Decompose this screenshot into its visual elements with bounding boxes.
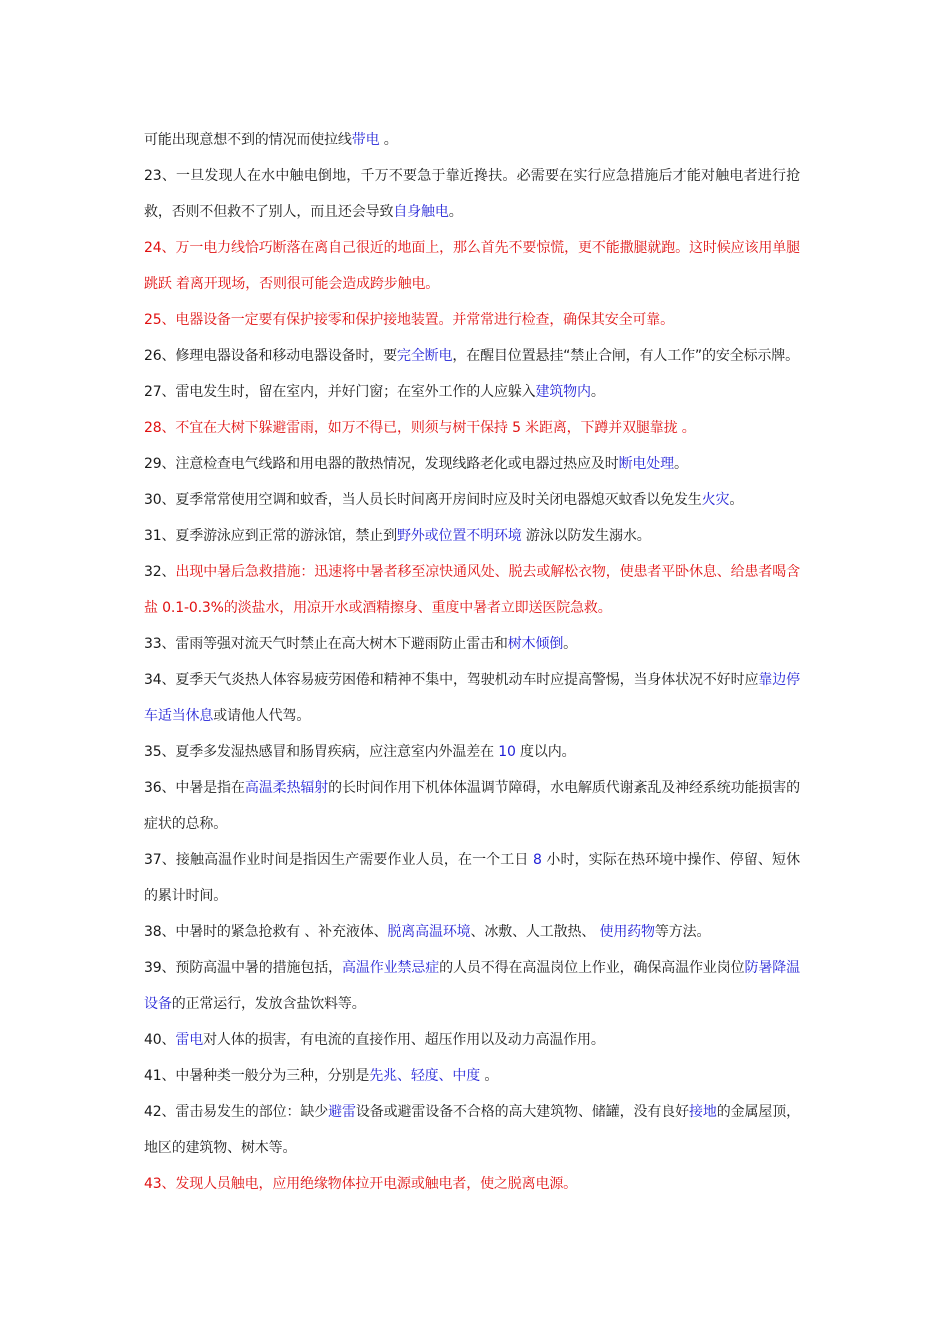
paragraph-p23 — [144, 158, 800, 230]
highlight-answer: 高温柔热辐射 — [244, 780, 329, 796]
emphasis-text: 万一电力线恰巧断落在离自己很近的地面上，那么首先不要惊慌，更不能撒腿就跑。这时候应该用单腿跳跃 着离开现场，否则很可能会造成跨步触电。 — [144, 240, 801, 292]
text-segment: 41、中暑种类一般分为三种，分别是 — [144, 1068, 370, 1084]
text-segment: 。 — [448, 204, 463, 220]
highlight-answer: 建筑物内 — [535, 384, 591, 400]
highlight-answer: 接地 — [688, 1104, 717, 1120]
text-segment: 33、雷雨等强对流天气时禁止在高大树木下避雨防止雷击和 — [144, 636, 508, 652]
text-segment: 。 — [563, 636, 578, 652]
paragraph-p29 — [144, 446, 800, 482]
highlight-answer: 树木倾倒 — [507, 636, 564, 652]
paragraph-p27 — [144, 374, 800, 410]
paragraph-p41 — [144, 1058, 800, 1094]
text-segment: 35、夏季多发湿热感冒和肠胃疾病，应注意室内外温差在 — [144, 744, 499, 760]
text-segment: 小时，实际在热环境中操作、停留、短休的累计时间。 — [144, 852, 800, 904]
text-segment: 32、 — [144, 564, 176, 580]
paragraph-p30 — [144, 482, 800, 518]
text-segment: 。 — [673, 456, 688, 472]
text-segment: 。 — [590, 384, 605, 400]
text-segment: 。 — [480, 1068, 499, 1084]
emphasis-text: 不宜在大树下躲避雷雨，如万不得已，则须与树干保持 5 米距离，下蹲并双腿靠拢 。 — [175, 420, 696, 436]
highlight-answer: 野外或位置不明环境 — [396, 528, 522, 544]
document-body — [144, 122, 800, 1202]
paragraph-p42 — [144, 1094, 800, 1166]
highlight-answer: 雷电 — [175, 1032, 204, 1048]
highlight-answer: 带电 — [351, 132, 380, 148]
highlight-answer: 10 — [498, 744, 516, 760]
paragraph-p36 — [144, 770, 800, 842]
text-segment: 游泳以防发生溺水。 — [521, 528, 651, 544]
text-segment: 等方法。 — [654, 924, 711, 940]
paragraph-p37 — [144, 842, 800, 914]
paragraph-p38 — [144, 914, 800, 950]
text-segment: 的长时间作用下机体体温调节障碍，水电解质代谢紊乱及神经系统功能损害的症状的总称。 — [144, 780, 800, 832]
paragraph-p39 — [144, 950, 800, 1022]
highlight-answer: 断电处理 — [618, 456, 674, 472]
text-segment: 的正常运行，发放含盐饮料等。 — [171, 996, 366, 1012]
paragraph-p22-cont — [144, 122, 800, 158]
highlight-answer: 8 — [533, 852, 542, 868]
paragraph-p33 — [144, 626, 800, 662]
text-segment: 34、夏季天气炎热人体容易疲劳困倦和精神不集中，驾驶机动车时应提高警惕，当身体状况不好时应 — [144, 672, 759, 688]
paragraph-p34 — [144, 662, 800, 734]
highlight-answer: 先兆、轻度、中度 — [369, 1068, 481, 1084]
text-segment: 31、夏季游泳应到正常的游泳馆，禁止到 — [144, 528, 397, 544]
text-segment: 30、夏季常常使用空调和蚊香，当人员长时间离开房间时应及时关闭电器熄灭蚊香以免发生 — [144, 492, 702, 508]
emphasis-text: 28、 — [144, 420, 176, 436]
highlight-answer: 避雷 — [328, 1104, 356, 1120]
text-segment: 。 — [729, 492, 744, 508]
paragraph-p28 — [144, 410, 800, 446]
paragraph-p35 — [144, 734, 800, 770]
highlight-answer: 防暑降温设备 — [144, 960, 801, 1012]
paragraph-p43 — [144, 1166, 800, 1202]
text-segment: 29、注意检查电气线路和用电器的散热情况，发现线路老化或电器过热应及时 — [144, 456, 619, 472]
text-segment: 26、修理电器设备和移动电器设备时，要 — [144, 348, 397, 364]
text-segment: 或请他人代驾。 — [213, 708, 311, 724]
text-segment: 36、中暑是指在 — [144, 780, 245, 796]
text-segment: 23、一旦发现人在水中触电倒地，千万不要急于靠近搀扶。必需要在实行应急措施后才能对触电者进行抢救，否则不但救不了别人，而且还会导致 — [144, 168, 800, 220]
text-segment: 38、中暑时的紧急抢救有 、补充液体、 — [144, 924, 388, 940]
text-segment: 的金属屋顶，地区的建筑物、树木等。 — [144, 1104, 800, 1156]
highlight-answer: 完全断电 — [396, 348, 453, 364]
emphasis-text: 43、发现人员触电，应用绝缘物体拉开电源或触电者，使之脱离电源。 — [144, 1176, 578, 1192]
text-segment: ，在醒目位置悬挂“禁止合闸，有人工作”的安全标示牌。 — [452, 348, 799, 364]
text-segment: 的人员不得在高温岗位上作业，确保高温作业岗位 — [439, 960, 745, 976]
paragraph-p40 — [144, 1022, 800, 1058]
highlight-answer: 靠边停车适当休息 — [144, 672, 801, 724]
paragraph-p26 — [144, 338, 800, 374]
text-segment: 设备或避雷设备不合格的高大建筑物、储罐，没有良好 — [355, 1104, 689, 1120]
emphasis-text: 出现中暑后急救措施：迅速将中暑者移至凉快通风处、脱去或解松衣物，使患者平卧休息、给患者喝含盐 0.1-0.3%的淡盐水，用凉开水或酒精擦身、重度中暑者立即送医院急救。 — [144, 564, 801, 616]
text-segment: 37、接触高温作业时间是指因生产需要作业人员，在一个工日 — [144, 852, 534, 868]
highlight-answer: 高温作业禁忌症 — [341, 960, 440, 976]
emphasis-text: 电器设备一定要有保护接零和保护接地装置。并常常进行检查，确保其安全可靠。 — [175, 312, 674, 328]
text-segment: 27、雷电发生时，留在室内，并好门窗；在室外工作的人应躲入 — [144, 384, 536, 400]
text-segment: 度以内。 — [515, 744, 576, 760]
text-segment: 对人体的损害，有电流的直接作用、超压作用以及动力高温作用。 — [203, 1032, 605, 1048]
text-segment: 。 — [379, 132, 398, 148]
paragraph-p25 — [144, 302, 800, 338]
emphasis-text: 24、 — [144, 240, 176, 256]
paragraph-p32 — [144, 554, 800, 626]
emphasis-text: 25、 — [144, 312, 176, 328]
text-segment: 39、预防高温中暑的措施包括， — [144, 960, 342, 976]
highlight-answer: 使用药物 — [599, 924, 655, 940]
highlight-answer: 脱离高温环境 — [387, 924, 471, 940]
paragraph-p31 — [144, 518, 800, 554]
paragraph-p24 — [144, 230, 800, 302]
highlight-answer: 自身触电 — [393, 204, 449, 220]
text-segment: 42、雷击易发生的部位：缺少 — [144, 1104, 329, 1120]
text-segment: 可能出现意想不到的情况而使拉线 — [144, 132, 352, 148]
text-segment: 、冰敷、人工散热、 — [470, 924, 600, 940]
highlight-answer: 火灾 — [701, 492, 730, 508]
text-segment: 40、 — [144, 1032, 176, 1048]
